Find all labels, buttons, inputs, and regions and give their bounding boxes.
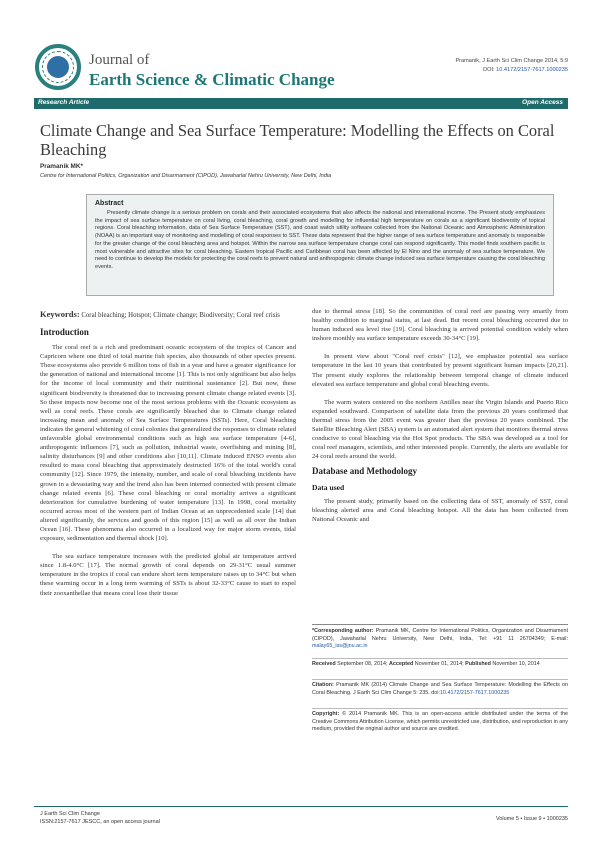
footnote-separator	[312, 658, 568, 659]
accepted-label: Accepted	[389, 661, 414, 667]
abstract-heading: Abstract	[95, 200, 124, 207]
citation-note	[312, 682, 568, 697]
corresponding-text: Pramanik MK, Centre for International Politics, Organization and Disarmament (CIPOD), Jawaharlal Nehru University, New Delhi, India, Tel: +91 11 26704349; E-mail:	[312, 628, 568, 642]
right-paragraph-1: due to thermal stress [18]. So the communities of coral reef are passing very smartly from healthy condition to marginal status, at last dead. But recent coral bleaching occurred due to human induced sea level rise [19]. Coral bleaching is arrived potential condition widely when inshore monthly sea surface temperature exceeds 30-34°C [19].	[312, 308, 568, 343]
journal-name: Earth Science & Climatic Change	[89, 70, 335, 89]
published-date: November 10, 2014	[490, 661, 540, 667]
journal-of-label: Journal of	[89, 52, 150, 68]
keywords	[40, 310, 296, 320]
footer-issn: ISSN:2157-7617 JESCC, an open access journal	[40, 819, 160, 825]
corresponding-label: *Corresponding author:	[312, 628, 374, 634]
abstract-box	[86, 194, 554, 296]
introduction-heading: Introduction	[40, 327, 89, 337]
header-citation	[455, 57, 568, 75]
corresponding-author-note	[312, 628, 568, 651]
intro-paragraph-1: The coral reef is a rich and predominant oceanic ecosystem of the tropics of Cancer and Capricorn where one third of total marine fish species, also thousands of other species present. These ecosystems also provide 6 million tons of fish in a year and have a greater significance for the generation of national and international income [1]. This is not only significant but also helps for the income of local community and their nutritional sustenance [2]. But now, these significant biodiversity is threatened due to increasing present climate change related events [3]. So these impacts now become one of the most serious problems with the Oceanic ecosystem as well as coral reefs. These corals are significantly bleached due to Climate change related increasing mean and anomaly of Sea Surface Temperatures (SSTs). Here, Coral bleaching indicates the general whitening of coral colonies that generalized the responses to climate related unfavorable global environmental conditions such as high sea surface temperature [4-6], anthropogenic influences [7], such as pollution, industrial waste, overfishing and mining [8], salinity disturbances [9] and other conditions also [10,11]. Climate induced ENSO events also resulted to mass coral bleaching that approximately destructed 16% of the total world's coral community [12]. Since 1979, the intensity, number, and scale of coral bleaching incidents have grown in a devastating way and the trend also has been interned connected with present climate change related events [6]. These coral bleaching or coral mortality arrives a significant deterioration for cumulative burdening of water temperature [13]. In 1998, coral mortality occurred across most of the western part of Indian Ocean at an unprecedented scale [14] that altered significantly, the services and goods of this region [15] as well as all over the Indian Ocean [16]. These phenomena also occurred in a localized way for major storm events, tidal exposure, sedimentation and thermal shock [10].	[40, 344, 296, 543]
author-affiliation: Centre for International Politics, Organization and Disarmament (CIPOD), Jawaharlal Nehru University, New Delhi, India	[40, 173, 332, 179]
intro-paragraph-2: The sea surface temperature increases with the predicted global air temperature arrived since 1.8-4.0°C [17]. The normal growth of coral depends on 29-31°C usual summer temperature in the tropics if coral can endure short term temperature raises up to 34°C but when these warming occur in a long term warming of SSTs is about 32-33°C cause to start to expel their zooxanthellae that means coral lose their tissue	[40, 553, 296, 597]
right-paragraph-4: The present study, primarily based on the collecting data of SST, anomaly of SST, coral bleaching alerted area and Coral bleaching hotspot. All the data has been collected from National Oceanic and	[312, 497, 568, 523]
footer-volume-info: Volume 5 • Issue 9 • 1000235	[495, 816, 568, 822]
published-label: Published	[465, 661, 491, 667]
author-name: Pramanik MK*	[40, 163, 83, 170]
copyright-note	[312, 711, 568, 734]
keywords-label: Keywords:	[40, 309, 80, 319]
citation-text: Pramanik, J Earth Sci Clim Change 2014, 5:9	[455, 58, 568, 64]
right-column	[312, 307, 568, 524]
doi-line	[455, 66, 568, 75]
keywords-text: Coral bleaching; Hotspot; Climate change; Biodiversity; Coral reef crisis	[79, 312, 280, 319]
open-access-label: Open Access	[522, 99, 563, 106]
received-label: Received	[312, 661, 336, 667]
left-column	[40, 310, 296, 598]
doi-label: DOI:	[483, 67, 497, 73]
abstract-text: Presently climate change is a serious problem on corals and their associated ecosystems that also affects the national and international income. The Present study emphasizes the impact of sea surface temperature on coral living, coral bleaching, coral growth and modelling for influential high temperature on corals as a significant biodiversity of topical regions. Coral bleaching information, data of Sea Surface Temperature (SST), and coast watch utility software collected from the National Oceanic and Atmospheric Administration (NOAA) is an important way of monitoring and modelling of coral responses to SST. These data represent that the higher range of sea surface temperature and anomaly is responsible for the greater change of the coral bleaching area and hotspot. Within the narrow sea surface temperature change coral can respond significantly. This model finds southern pacific is most vulnerable and attractive sites for coral bleaching. Eastern tropical Pacific and Caribbean coral has been affected by El Nino and the anomaly of sea surface temperature. We need to continue to develop the models for protecting the coral reefs to prevent natural and anthropogenic climate change induced sea surface temperature causing the coral bleaching events.	[95, 210, 545, 270]
citation-text-body: Pramanik MK (2014) Climate Change and Sea Surface Temperature: Modelling the Effects on Coral Bleaching. J Earth Sci Clim Change 5: 235. doi:	[312, 682, 568, 696]
footer-divider	[34, 806, 568, 807]
footer-journal-info	[40, 810, 160, 826]
right-paragraph-2: In present view about "Coral reef crisis" [12], we emphasize potential sea surface temperature in the last 10 years that contributed by present significant human impacts [20,21]. The present study explores the relationship between temporal change of climate induced elevated sea surface temperature and global coral bleaching events.	[312, 353, 568, 388]
footnote-separator	[312, 708, 568, 709]
citation-doi-link[interactable]: 10.4172/2157-7617.1000235	[439, 689, 510, 696]
article-type-label: Research Article	[38, 99, 90, 106]
accepted-date: November 01, 2014;	[413, 661, 466, 667]
data-used-subheading: Data used	[312, 482, 345, 492]
dates-note	[312, 661, 568, 669]
article-title: Climate Change and Sea Surface Temperature: Modelling the Effects on Coral Bleaching	[40, 121, 555, 159]
article-type-band	[34, 98, 568, 109]
globe-icon	[47, 56, 69, 78]
doi-link[interactable]: 10.4172/2157-7617.1000235	[496, 67, 568, 73]
right-paragraph-3: The warm waters centered on the northern Antilles near the Virgin Islands and Puerto Rico expanded southward. Comparison of satellite data from the previous 20 years confirmed that thermal stress from the 2005 event was greater than the previous 20 years combined. The Satellite Bleaching Alert (SBA) system is an automated alert system that monitors thermal stress conducive to coral bleaching via the Hot Spot products. The SBA was developed as a tool for coral reef managers, scientists, and other interested people. Currently, the alerts are available for 24 coral reefs around the world.	[312, 398, 568, 461]
citation-label: Citation:	[312, 682, 334, 688]
copyright-text: © 2014 Pramanik MK. This is an open-access article distributed under the terms of the Creative Commons Attribution License, which permits unrestricted use, distribution, and reproduction in any medium, provided the original author and source are credited.	[312, 711, 568, 732]
footnote-divider	[312, 624, 568, 625]
author-email-link[interactable]: malay65_iss@jnu.ac.in	[312, 643, 368, 649]
copyright-label: Copyright:	[312, 711, 340, 717]
received-date: September 08, 2014;	[335, 661, 390, 667]
footer-journal-name: J Earth Sci Clim Change	[40, 811, 100, 817]
methodology-heading: Database and Methodology	[312, 466, 418, 477]
footnote-separator	[312, 679, 568, 680]
journal-logo	[35, 44, 81, 90]
